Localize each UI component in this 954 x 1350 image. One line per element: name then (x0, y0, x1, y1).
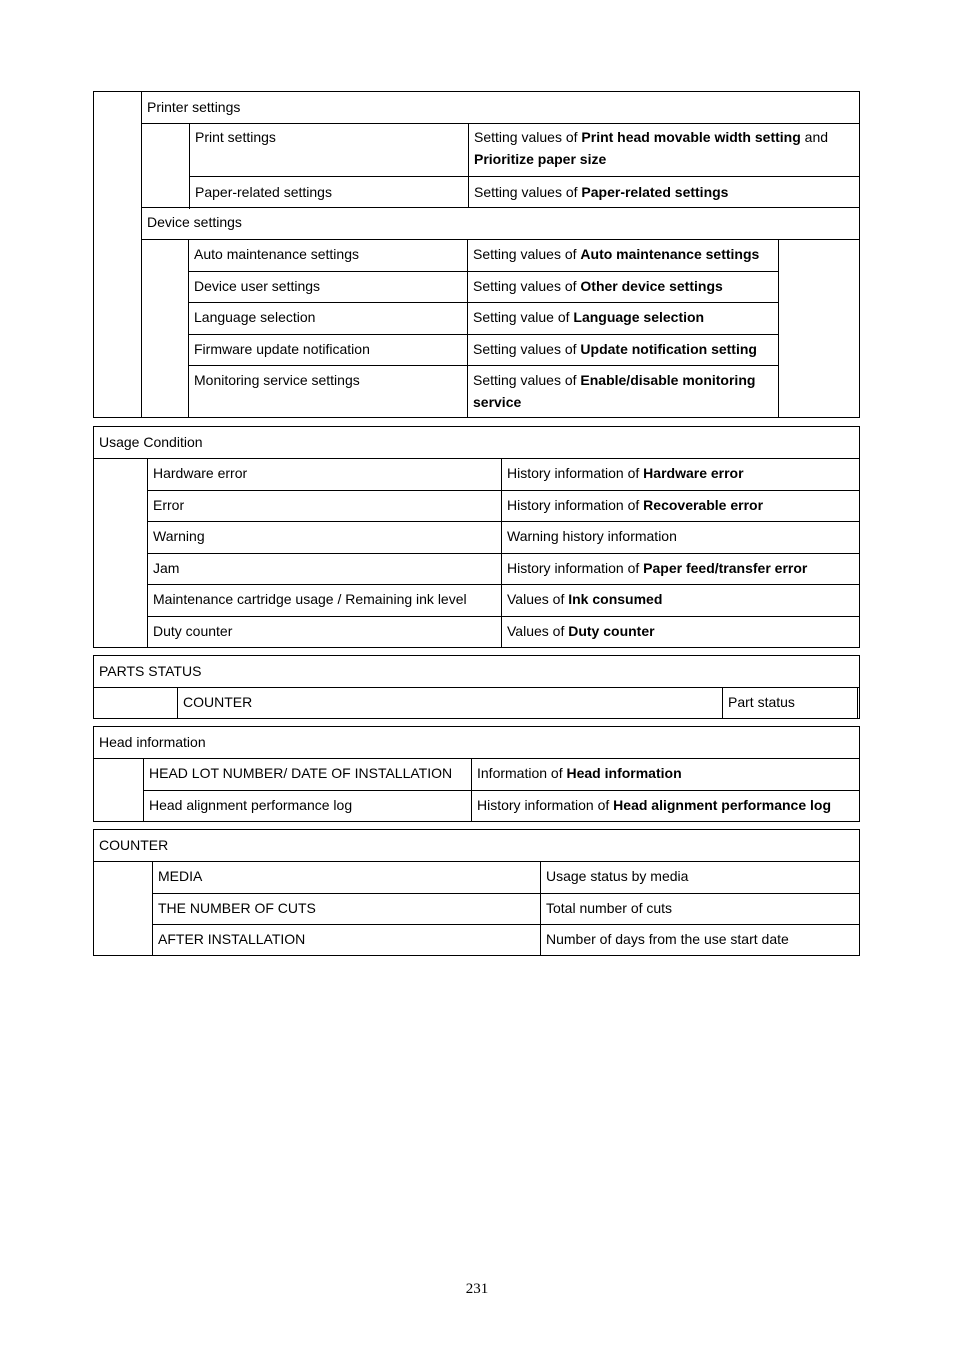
usage-condition-heading: Usage Condition (99, 434, 203, 450)
table-row (148, 522, 859, 554)
row-label: AFTER INSTALLATION (158, 931, 306, 947)
table-row (153, 894, 859, 925)
row-value: Values of Duty counter (507, 623, 655, 639)
section-divider (141, 207, 859, 208)
row-label: MEDIA (158, 868, 203, 884)
table-row (148, 459, 859, 491)
table-row (189, 366, 778, 418)
table-row (189, 335, 778, 366)
row-value: Setting values of Print head movable width setting and Prioritize paper size (474, 129, 829, 167)
table-row (148, 585, 859, 617)
row-label: HEAD LOT NUMBER/ DATE OF INSTALLATION (149, 765, 453, 781)
usage-condition-table (93, 426, 860, 648)
head-information-heading: Head information (99, 734, 206, 750)
head-information-table (93, 726, 860, 822)
row-label: Language selection (189, 303, 468, 334)
row-label: Device user settings (189, 272, 468, 302)
row-label: Monitoring service settings (189, 366, 468, 418)
device-settings-heading: Device settings (147, 214, 242, 230)
parts-status-table (93, 655, 860, 719)
row-label: Paper-related settings (190, 177, 469, 208)
table-row (148, 491, 859, 522)
table-row (153, 925, 859, 956)
row-value: History information of Hardware error (507, 465, 744, 481)
table-row (189, 303, 778, 335)
table-row (144, 791, 859, 822)
row-value: Setting values of Other device settings (473, 278, 723, 294)
right-extra-divider (778, 240, 779, 418)
table-row (189, 177, 860, 209)
settings-table (93, 91, 860, 418)
row-value: History information of Recoverable error (507, 497, 764, 513)
row-value: Setting values of Auto maintenance settings (473, 246, 760, 262)
table-row (144, 759, 859, 791)
table-row (189, 124, 860, 177)
counter-table (93, 829, 860, 956)
row-value: Setting values of Enable/disable monitoring service (473, 372, 756, 410)
row-value: Values of Ink consumed (507, 591, 663, 607)
row-label: Warning (153, 528, 205, 544)
table-row (148, 617, 859, 648)
row-label: Duty counter (153, 623, 233, 639)
row-value: Total number of cuts (546, 900, 673, 916)
row-value: Setting values of Update notification setting (473, 341, 757, 357)
printer-settings-heading: Printer settings (147, 99, 241, 115)
row-label: Firmware update notification (189, 335, 468, 365)
row-value: Warning history information (507, 528, 677, 544)
row-label: Jam (153, 560, 180, 576)
row-value: History information of Paper feed/transfer error (507, 560, 808, 576)
row-label: Maintenance cartridge usage / Remaining ink level (153, 591, 467, 607)
parts-status-heading: PARTS STATUS (99, 663, 202, 679)
row-label: Auto maintenance settings (189, 240, 468, 271)
printer-settings-subtable (141, 123, 859, 208)
table-row (189, 272, 778, 303)
row-label: COUNTER (183, 694, 253, 710)
row-label: Print settings (190, 124, 469, 176)
counter-subtable (94, 861, 859, 955)
row-value: Usage status by media (546, 868, 689, 884)
table-row (189, 240, 778, 272)
row-value: Part status (728, 694, 795, 710)
row-label: Head alignment performance log (149, 797, 353, 813)
counter-heading: COUNTER (99, 837, 169, 853)
table-row (148, 554, 859, 585)
row-value: Information of Head information (477, 765, 682, 781)
row-label: Error (153, 497, 185, 513)
right-thin-divider (857, 688, 858, 719)
head-information-subtable (94, 758, 859, 821)
device-settings-subtable (141, 239, 859, 418)
row-value: Setting value of Language selection (473, 309, 705, 325)
row-value: Setting values of Paper-related settings (474, 184, 729, 200)
usage-condition-subtable (94, 458, 859, 647)
page-number: 231 (465, 1281, 489, 1297)
table-row (153, 862, 859, 894)
row-label: Hardware error (153, 465, 248, 481)
row-label: THE NUMBER OF CUTS (158, 900, 316, 916)
row-value: History information of Head alignment performance log (477, 797, 831, 813)
parts-status-subtable (94, 687, 859, 718)
row-value: Number of days from the use start date (546, 931, 789, 947)
